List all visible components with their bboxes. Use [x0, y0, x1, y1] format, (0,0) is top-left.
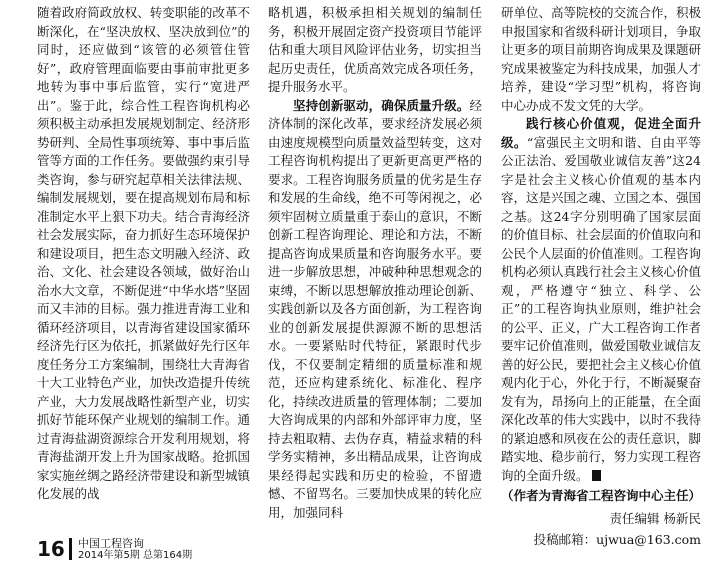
journal-name: 中国工程咨询	[78, 537, 144, 550]
section-paragraph	[501, 115, 701, 485]
issue-info: 2014年第5期 总第164期	[78, 550, 193, 561]
section-heading-innovation: 坚持创新驱动，确保质量升级。	[293, 97, 470, 113]
body-paragraph: 略机遇，积极承担相关规划的编制任务，积极开展固定资产投资项目节能评估和重大项目风险评估业务，切实担当起历史责任，优质高效完成各项任务，提升服务水平。	[268, 5, 482, 94]
article-column-2	[268, 4, 482, 522]
section-body: “富强民主文明和谐、自由平等公正法治、爱国敬业诚信友善”这24字是社会主义核心价值观的基本内容，这是兴国之魂、立国之本、强国之基。这24字分别明确了国家层面的价值目标、社会层面的价值取向和公民个人层面的价值准则。工程咨询机构必须认真践行社会主义核心价值观，严格遵守“独立、科学、公正”的工程咨询执业原则，维护社会的公平、正义，广大工程咨询工作者要牢记价值准则，做爱国敬业诚信友善的好公民，要把社会主义核心价值观内化于心，外化于行，不断凝聚奋发有为，昂扬向上的正能量，在全面深化改革的伟大实践中，以时不我待的紧迫感和夙夜在公的责任意识，脚踏实地、稳步前行，努力实现工程咨询的全面升级。	[501, 134, 702, 483]
body-paragraph: 研单位、高等院校的交流合作，积极申报国家和省级科研计划项目，争取让更多的项目前期咨询成果及课题研究成果被鉴定为科技成果，加强人才培养，建设“学习型”机构，将咨询中心办成不发文凭的大学。	[501, 5, 702, 113]
article-column-3	[501, 4, 701, 550]
end-mark-icon	[592, 470, 601, 481]
section-paragraph	[268, 97, 482, 523]
body-paragraph: 随着政府简政放权、转变职能的改革不断深化，在“坚决放权、坚决放到位”的同时，还应做到“该管的必须管住管好”，政府管理面临要由事前审批更多地转为事中事后监管，实行“宽进严出”。鉴于此，综合性工程咨询机构必须积极主动承担发展规划制定、经济形势研判、全局性事项统筹、事中事后监管等方面的工作任务。要做强约束引导类咨询，参与研究起草相关法律法规、编制发展规划，要在提高规划布局和标准制定水平上狠下功夫。结合青海经济社会发展实际，奋力抓好生态环境保护和建设项目，把生态文明融入经济、政治、文化、社会建设各领域，做好治山治水大文章，不断促进“中华水塔”坚固而又丰沛的目标。强力推进青海工业和循环经济项目，以青海省建设国家循环经济先行区为依托，抓紧做好先行区年度任务分工方案编制，围绕壮大青海省十大工业特色产业，加快改造提升传统产业，大力发展战略性新型产业，切实抓好节能环保产业规划的编制工作。通过青海盐湖资源综合开发利用规划，将青海盐湖开发上升为国家战略。抢抓国家实施丝绸之路经济带建设和新型城镇化发展的战	[37, 5, 250, 501]
author-affiliation: （作者为青海省工程咨询中心主任）	[501, 488, 702, 503]
article-column-1	[37, 4, 250, 504]
submission-email: 投稿邮箱：ujwua@163.com	[533, 532, 701, 547]
responsible-editor: 责任编辑 杨新民	[609, 510, 701, 526]
page-number: 16	[37, 537, 65, 561]
footer-divider	[69, 538, 72, 560]
section-heading-values: 践行核心价值观，促进全面升级。	[501, 116, 701, 150]
section-body: 经济体制的深化改革，要求经济发展必须由速度规模型向质量效益型转变，这对工程咨询机构提出了更新更高更严格的要求。工程咨询服务质量的优劣是生存和发展的生命线，绝不可等闲视之，必须牢固树立质量重于泰山的意识，不断创新工程咨询理论、理论和方法，不断提高咨询成果质量和咨询服务水平。要进一步解放思想，冲破种种思想观念的束缚，不断以思想解放推动理论创新、实践创新以及各方面创新，为工程咨询业的创新发展提供源源不断的思想活水。一要紧贴时代特征，紧跟时代步伐，不仅要制定精细的质量标准和规范，还应构建系统化、标准化、程序化，持续改进质量的管理体制；二要加大咨询成果的内部和外部评审力度，坚持去粗取精、去伪存真，精益求精的科学务实精神，多出精品成果，让咨询成果经得起实践和历史的检验，不留遗憾、不留骂名。三要加快成果的转化应用，加强同科	[268, 97, 482, 520]
